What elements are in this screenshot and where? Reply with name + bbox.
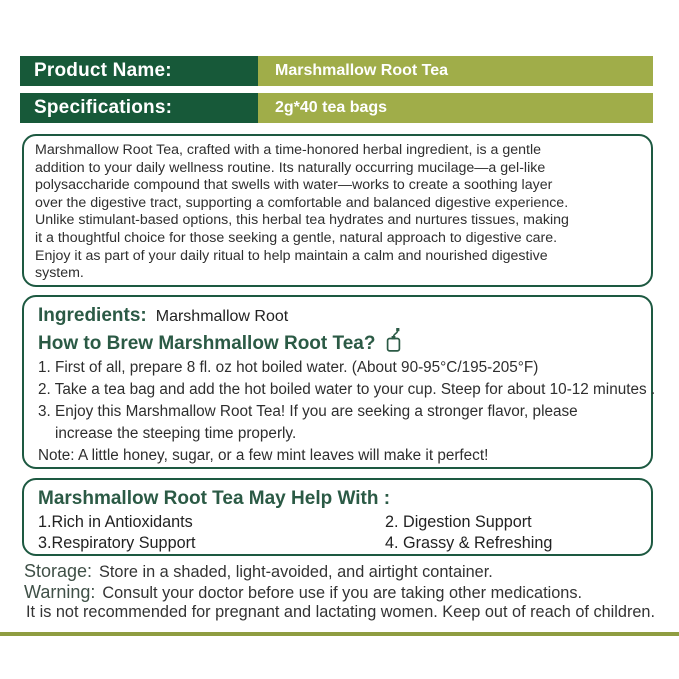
warning-line [24,582,664,603]
footer [24,561,664,624]
storage-line [24,561,664,582]
description-line: it a thoughtful choice for those seeking a gentle, natural approach to digestive care. [35,229,558,246]
description-line: addition to your daily wellness routine. Its naturally occurring mucilage—a gel-like [35,159,546,176]
product-name-value: Marshmallow Root Tea [258,56,653,86]
description-line: polysaccharide compound that swells with water—works to create a soothing layer [35,177,553,194]
benefit-item-4: 4. Grassy & Refreshing [385,534,553,552]
teabag-icon [385,327,402,358]
ingredients-row [38,305,637,327]
spec-row-product-name [20,56,653,86]
brew-step-3-continued: increase the steeping time properly. [55,425,297,442]
brew-box [22,295,656,469]
specifications-label: Specifications: [20,93,258,123]
brew-step-3: 3. Enjoy this Marshmallow Root Tea! If you are seeking a stronger flavor, please [38,403,578,420]
brew-note: Note: A little honey, sugar, or a few mint leaves will make it perfect! [38,447,489,464]
benefits-heading: Marshmallow Root Tea May Help With : [38,488,391,509]
benefit-item-2: 2. Digestion Support [385,513,532,531]
description-line: over the digestive tract, supporting a comfortable and balanced digestive experience. [35,194,569,211]
description-line: system. [35,265,84,282]
benefits-grid [38,512,637,554]
ingredients-value: Marshmallow Root [155,308,289,325]
storage-label: Storage: [24,561,93,581]
description-line: Unlike stimulant-based options, this herbal tea hydrates and nurtures tissues, making [35,212,569,229]
description-box [22,134,653,287]
spec-row-specifications [20,93,653,123]
product-name-label: Product Name: [20,56,258,86]
specifications-value: 2g*40 tea bags [258,93,653,123]
benefit-item-3: 3.Respiratory Support [38,534,196,552]
warning-line-2 [24,603,664,624]
brew-heading: How to Brew Marshmallow Root Tea? [38,333,376,354]
brew-heading-row [38,331,637,357]
description-line: Marshmallow Root Tea, crafted with a time-honored herbal ingredient, is a gentle [35,142,542,158]
brew-step-2: 2. Take a tea bag and add the hot boiled water to your cup. Steep for about 10-12 minutes . [38,381,656,398]
benefits-box [22,478,653,556]
description-line: Enjoy it as part of your daily ritual to help maintain a calm and nourished digestive [35,247,548,264]
warning-label: Warning: [24,582,96,602]
warning-text-2: It is not recommended for pregnant and lactating women. Keep out of reach of children. [26,603,656,621]
storage-text: Store in a shaded, light-avoided, and airtight container. [99,563,493,581]
spec-table [20,56,653,130]
bottom-accent-bar [0,632,679,636]
brew-step-1: 1. First of all, prepare 8 fl. oz hot boiled water. (About 90-95°C/195-205°F) [38,359,539,376]
benefit-item-1: 1.Rich in Antioxidants [38,513,193,531]
warning-text: Consult your doctor before use if you are taking other medications. [102,584,583,602]
ingredients-label: Ingredients: [38,305,147,326]
